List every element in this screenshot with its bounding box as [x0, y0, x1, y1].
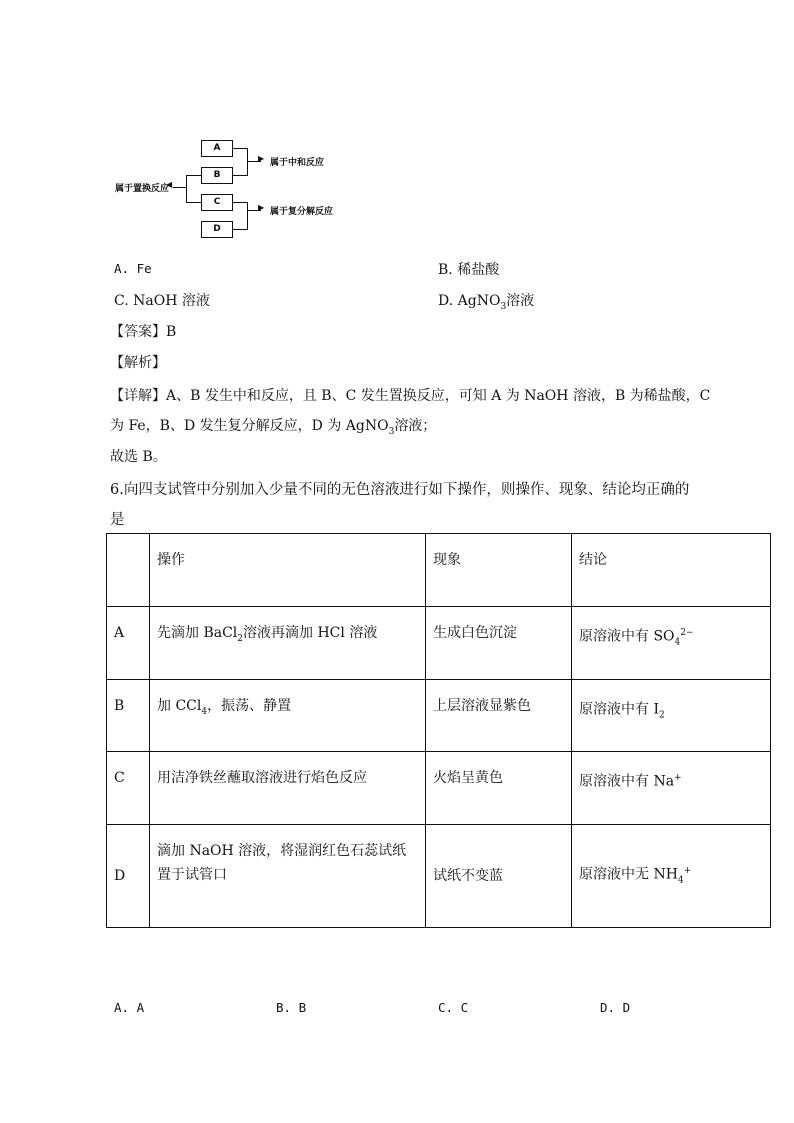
q6-option-d: D. D [600, 1000, 631, 1015]
table-row [107, 607, 771, 680]
operation-cell: 用洁净铁丝蘸取溶液进行焰色反应 [150, 752, 426, 825]
diagram-box-a: A [201, 140, 233, 157]
conclusion-cell: 原溶液中有 $I_2$ [572, 680, 771, 752]
conclusion-cell: 原溶液中有 Na+ [572, 752, 771, 825]
operation-cell: 滴加 NaOH 溶液，将湿润红色石蕊试纸置于试管口 [150, 825, 426, 928]
phenomenon-cell: 火焰呈黄色 [426, 752, 572, 825]
question-6-line-2: 是 [110, 512, 125, 528]
operation-cell: 加 CCl$_4$，振荡、静置 [150, 680, 426, 752]
answer-line: 【答案】B [110, 324, 177, 340]
table-header-row [107, 534, 771, 607]
conclusion-cell: 原溶液中有 $SO_4^{2-}$ [572, 607, 771, 680]
detail-line-2: 为 Fe，B、D 发生复分解反应，D 为 AgNO$_3$溶液； [110, 418, 437, 437]
table-row [107, 680, 771, 752]
header-cell-conclusion: 结论 [572, 534, 771, 607]
row-label: B [107, 680, 150, 752]
header-cell-phenomenon: 现象 [426, 534, 572, 607]
question-6-table [106, 533, 771, 928]
header-cell-operation: 操作 [150, 534, 426, 607]
prev-option-d: D. AgNO$_3$溶液 [438, 293, 535, 312]
table-row [107, 752, 771, 825]
arrow-head-right: ▶ [258, 203, 265, 212]
q6-option-c: C. C [438, 1000, 469, 1015]
q6-option-b: B. B [276, 1000, 307, 1015]
label-displacement: 属于置换反应 [115, 184, 170, 194]
diagram-box-d: D [201, 221, 233, 238]
row-label: C [107, 752, 150, 825]
phenomenon-cell: 生成白色沉淀 [426, 607, 572, 680]
detail-line-3: 故选 B。 [110, 449, 167, 465]
prev-option-b: B. 稀盐酸 [438, 262, 500, 278]
detail-line-1: 【详解】A、B 发生中和反应，且 B、C 发生置换反应，可知 A 为 NaOH 溶液，B 为稀盐酸，C [110, 388, 711, 404]
prev-option-a: A. Fe [114, 261, 152, 276]
analysis-heading: 【解析】 [110, 355, 166, 371]
question-6-line-1: 6.向四支试管中分别加入少量不同的无色溶液进行如下操作，则操作、现象、结论均正确的 [110, 482, 690, 498]
label-double-decomposition: 属于复分解反应 [270, 207, 334, 217]
arrow-head-left: ◀ [166, 180, 173, 189]
row-label: D [107, 825, 150, 928]
table-row [107, 825, 771, 928]
label-neutralization: 属于中和反应 [270, 158, 325, 168]
arrow-head-right: ▶ [258, 154, 265, 163]
diagram-box-b: B [201, 167, 233, 184]
header-cell-empty [107, 534, 150, 607]
prev-option-c: C. NaOH 溶液 [114, 293, 210, 309]
phenomenon-cell: 上层溶液显紫色 [426, 680, 572, 752]
q6-option-a: A. A [114, 1000, 145, 1015]
phenomenon-cell: 试纸不变蓝 [426, 825, 572, 928]
diagram-box-c: C [201, 194, 233, 211]
row-label: A [107, 607, 150, 680]
conclusion-cell: 原溶液中无 $NH_4^+$ [572, 825, 771, 928]
operation-cell: 先滴加 BaCl$_2$溶液再滴加 HCl 溶液 [150, 607, 426, 680]
